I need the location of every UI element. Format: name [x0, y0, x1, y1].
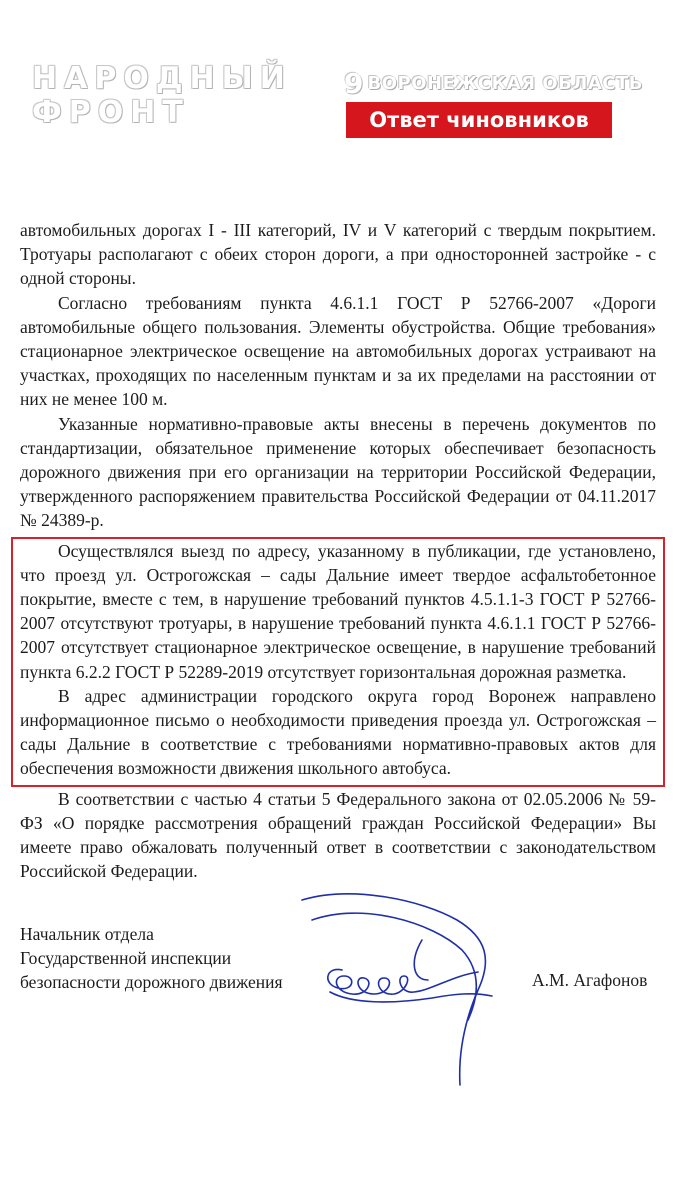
- paragraph-6: В соответствии с частью 4 статьи 5 Федерального закона от 02.05.2006 № 59-ФЗ «О порядке рассмотрения обращений граждан Российской Федерации» Вы имеете право обжаловать полученный ответ в соответствии с законодательством Российской Федерации.: [20, 788, 656, 882]
- paragraph-5: В адрес администрации городского округа город Воронеж направлено информационное письмо о необходимости приведения проезда ул. Острогожская – сады Дальние в соответствие с требованиями нормативно-правовых актов для обеспечения возможности движения школьного автобуса.: [20, 685, 656, 779]
- header: [0, 0, 676, 160]
- paragraph-4: Осуществлялся выезд по адресу, указанному в публикации, где установлено, что проезд ул. Острогожская – сады Дальние имеет твердое асфальтобетонное покрытие, вместе с тем, в нарушение требований пунктов 4.5.1.1-3 ГОСТ Р 52766-2007 отсутствуют тротуары, в нарушение требований пункта 4.6.1.1 ГОСТ Р 52766-2007 отсутствует стационарное электрическое освещение, в нарушение требований пункта 6.2.2 ГОСТ Р 52289-2019 отсутствует горизонтальная дорожная разметка.: [20, 540, 656, 682]
- signatory-title: [20, 922, 283, 994]
- logo-line2: ФРОНТ: [32, 95, 190, 130]
- region-label: [344, 66, 643, 100]
- paragraph-1: автомобильных дорогах I - III категорий, IV и V категорий с твердым покрытием. Тротуары располагают с обеих сторон дороги, а при односторонней застройке - с одной стороны.: [20, 220, 656, 289]
- signatory-title-line1: Начальник отдела: [20, 924, 154, 944]
- signatory-name: А.М. Агафонов: [532, 970, 648, 990]
- logo-line1: НАРОДНЫЙ: [32, 61, 292, 96]
- paragraph-3: Указанные нормативно-правовые акты внесены в перечень документов по стандартизации, обязательное применение которых обеспечивает безопасность дорожного движения при его организации на территории Российской Федерации, утвержденного распоряжением правительства Российской Федерации от 04.11.2017 № 24389-р.: [20, 413, 656, 531]
- narodny-front-logo: [32, 62, 292, 130]
- officials-response-badge: Ответ чиновников: [346, 102, 612, 138]
- region-name: ВОРОНЕЖСКАЯ ОБЛАСТЬ: [367, 72, 643, 94]
- region-number: 9: [344, 66, 364, 100]
- signatory-title-line2: Государственной инспекции: [20, 948, 232, 968]
- signatory-title-line3: безопасности дорожного движения: [20, 972, 283, 992]
- highlighted-section: [11, 537, 665, 787]
- paragraph-2: Согласно требованиям пункта 4.6.1.1 ГОСТ Р 52766-2007 «Дороги автомобильные общего пользования. Элементы обустройства. Общие требования» стационарное электрическое освещение на автомобильных дорогах устраивают на участках, проходящих по населенным пунктам и за их пределами на расстоянии от них не менее 100 м.: [20, 292, 656, 410]
- handwritten-signature: [282, 880, 522, 1100]
- letter-body: [20, 218, 656, 883]
